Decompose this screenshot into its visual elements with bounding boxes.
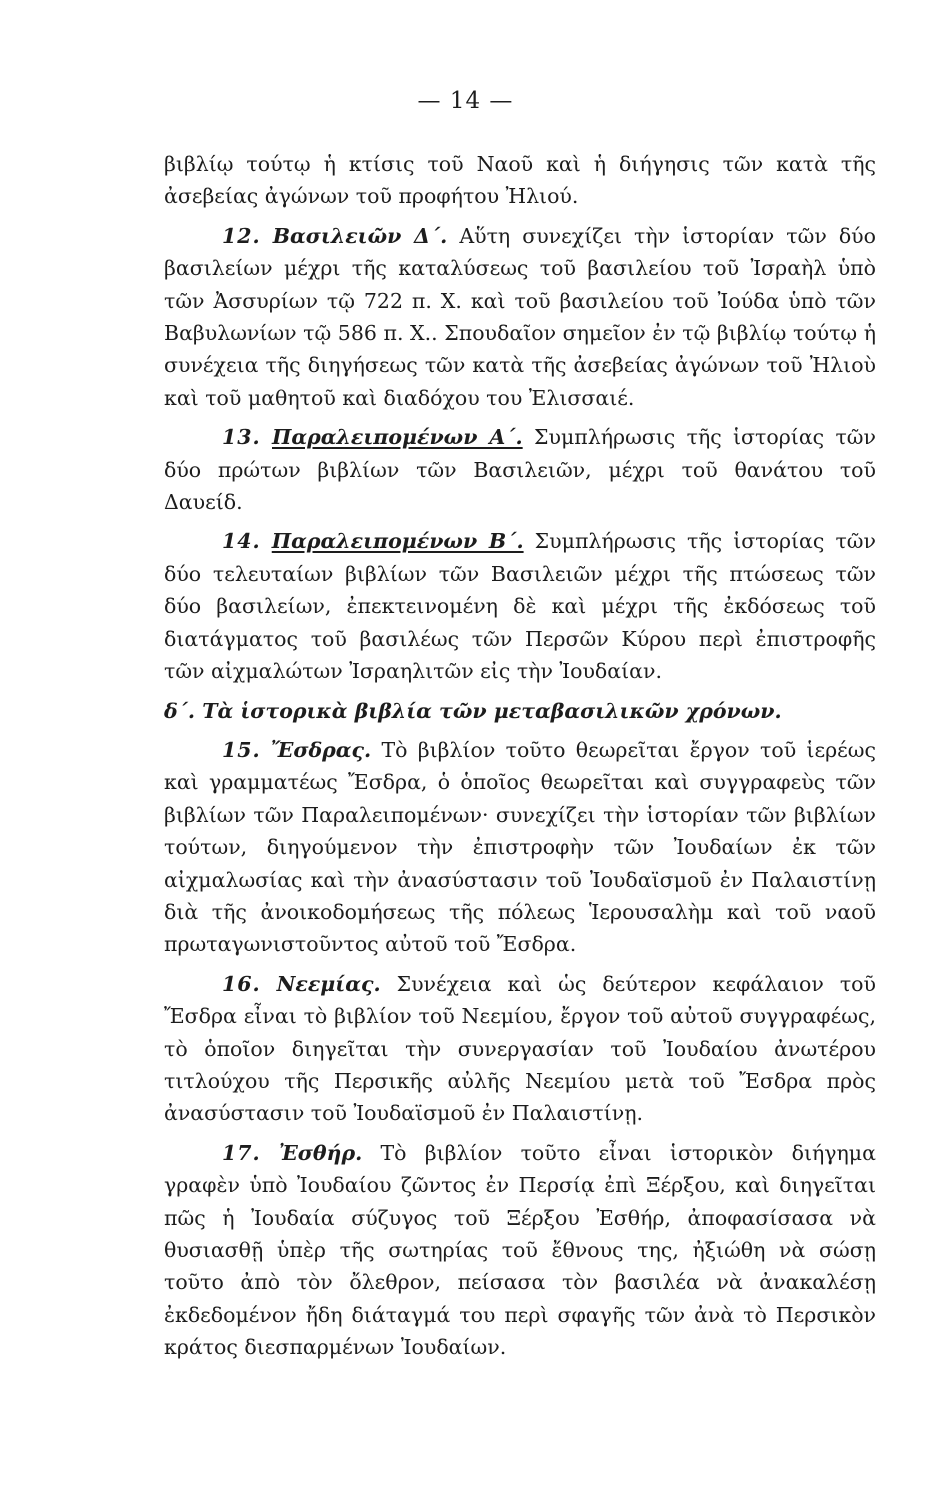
entry-number: 12. bbox=[222, 223, 261, 248]
body-text bbox=[164, 148, 876, 1364]
intro-paragraph: βιβλίῳ τούτῳ ἡ κτίσις τοῦ Ναοῦ καὶ ἡ διήγησις τῶν κατὰ τῆς ἀσεβείας ἀγώνων τοῦ προφήτου Ἠλιού. bbox=[164, 152, 876, 209]
entry-title: Παραλειπομένων Α΄. bbox=[272, 425, 523, 450]
entry-number: 14. bbox=[222, 529, 261, 554]
entry-title: Ἐσθήρ. bbox=[278, 1140, 363, 1165]
page-number: — 14 — bbox=[417, 88, 514, 114]
entry-title: Βασιλειῶν Δ΄. bbox=[272, 223, 448, 248]
entry-title: Νεεμίας. bbox=[276, 971, 381, 996]
entry-14 bbox=[164, 525, 876, 687]
entry-number: 16. bbox=[222, 971, 261, 996]
entry-body: Συμπλήρωσις τῆς ἱστορίας τῶν δύο πρώτων βιβλίων τῶν Βασιλειῶν, μέχρι τοῦ θανάτου τοῦ Δαυείδ. bbox=[164, 425, 876, 515]
entry-body: Συμπλήρωσις τῆς ἱστορίας τῶν δύο τελευταίων βιβλίων τῶν Βασιλειῶν μέχρι τῆς πτώσεως τῶν δύο βασιλείων, ἐπεκτεινομένη δὲ καὶ μέχρι τῆς ἐκδόσεως τοῦ διατάγματος τοῦ βασιλέως τῶν Περσῶν Κύρου περὶ ἐπιστροφῆς τῶν αἰχμαλώτων Ἰσραηλιτῶν εἰς τὴν Ἰουδαίαν. bbox=[164, 529, 876, 684]
section-heading: δ΄. Τὰ ἱστορικὰ βιβλία τῶν μεταβασιλικῶν χρόνων. bbox=[164, 698, 782, 723]
entry-17 bbox=[164, 1137, 876, 1364]
entry-body: Τὸ βιβλίον τοῦτο εἶναι ἱστορικὸν διήγημα γραφὲν ὑπὸ Ἰουδαίου ζῶντος ἐν Περσίᾳ ἐπὶ Ξέρξου, καὶ διηγεῖται πῶς ἡ Ἰουδαία σύζυγος τοῦ Ξέρξου Ἐσθήρ, ἀποφασίσασα νὰ θυσιασθῇ ὑπὲρ τῆς σωτηρίας τοῦ ἔθνους της, ἠξιώθη νὰ σώσῃ τοῦτο ἀπὸ τὸν ὄλεθρον, πείσασα τὸν βασιλέα νὰ ἀνακαλέσῃ ἐκδεδομένον ἤδη διάταγμά του περὶ σφαγῆς τῶν ἀνὰ τὸ Περσικὸν κράτος διεσπαρμένων Ἰουδαίων. bbox=[164, 1140, 876, 1360]
entry-body: Τὸ βιβλίον τοῦτο θεωρεῖται ἔργον τοῦ ἱερέως καὶ γραμματέως Ἔσδρα, ὁ ὁποῖος θεωρεῖται καὶ συγγραφεὺς τῶν βιβλίων τῶν Παραλειπομένων· συνεχίζει τὴν ἱστορίαν τῶν βιβλίων τούτων, διηγούμενον τὴν ἐπιστροφὴν τῶν Ἰουδαίων ἐκ τῶν αἰχμαλωσίας καὶ τὴν ἀνασύστασιν τοῦ Ἰουδαϊσμοῦ ἐν Παλαιστίνῃ διὰ τῆς ἀνοικοδομήσεως τῆς πόλεως Ἱερουσαλὴμ καὶ τοῦ ναοῦ πρωταγωνιστοῦντος αὐτοῦ τοῦ Ἔσδρα. bbox=[164, 737, 876, 957]
entry-15 bbox=[164, 734, 876, 961]
entry-title: Ἔσδρας. bbox=[270, 737, 372, 762]
entry-number: 17. bbox=[222, 1140, 261, 1165]
entry-13 bbox=[164, 421, 876, 518]
entry-number: 13. bbox=[222, 425, 261, 450]
entry-body: Συνέχεια καὶ ὡς δεύτερον κεφάλαιον τοῦ Ἔσδρα εἶναι τὸ βιβλίον τοῦ Νεεμίου, ἔργον τοῦ αὐτοῦ συγγραφέως, τὸ ὁποῖον διηγεῖται τὴν συνεργασίαν τοῦ Ἰουδαίου ἀνωτέρου τιτλούχου τῆς Περσικῆς αὐλῆς Νεεμίου μετὰ τοῦ Ἔσδρα πρὸς ἀνασύστασιν τοῦ Ἰουδαϊσμοῦ ἐν Παλαιστίνῃ. bbox=[164, 971, 876, 1126]
entry-16 bbox=[164, 968, 876, 1130]
entry-title: Παραλειπομένων Β΄. bbox=[271, 529, 524, 554]
entry-body: Αὕτη συνεχίζει τὴν ἱστορίαν τῶν δύο βασιλείων μέχρι τῆς καταλύσεως τοῦ βασιλείου τοῦ Ἰσραὴλ ὑπὸ τῶν Ἀσσυρίων τῷ 722 π. Χ. καὶ τοῦ βασιλείου τοῦ Ἰούδα ὑπὸ τῶν Βαβυλωνίων τῷ 586 π. Χ.. Σπουδαῖον σημεῖον ἐν τῷ βιβλίῳ τούτῳ ἡ συνέχεια τῆς διηγήσεως τῶν κατὰ τῆς ἀσεβείας ἀγώνων τοῦ Ἠλιοὺ καὶ τοῦ μαθητοῦ καὶ διαδόχου του Ἐλισσαιέ. bbox=[164, 223, 876, 410]
entry-12 bbox=[164, 220, 876, 414]
entry-number: 15. bbox=[222, 737, 261, 762]
